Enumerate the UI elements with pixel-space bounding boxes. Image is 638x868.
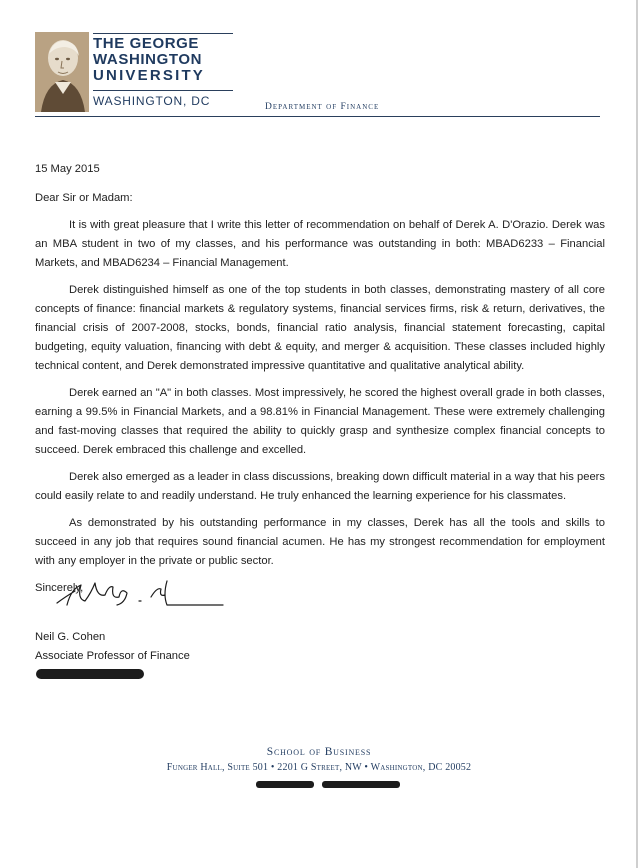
footer-address: Funger Hall, Suite 501 • 2201 G Street, NW • Washington, DC 20052 [166,762,472,773]
footer-school-name: School of Business [266,746,372,758]
letterhead-rule-bottom [35,116,600,117]
university-city: WASHINGTON, DC [93,94,211,108]
redaction-bar [36,669,144,679]
paragraph-4: Derek also emerged as a leader in class discussions, breaking down difficult material in a way that his peers could easily relate to and readily understand. He truly enhanced the learning experience for his classmates. [35,471,605,502]
letter-body [35,160,605,598]
letter-date: 15 May 2015 [35,163,100,175]
signature-icon [55,575,225,615]
letterhead-rule-mid [93,90,233,91]
university-wordmark [93,36,205,84]
paragraph-2: Derek distinguished himself as one of the top students in both classes, demonstrating mastery of all core concepts of finance: financial markets & regulatory systems, financial services firms, risk & return, derivatives, the financial crisis of 2007-2008, stocks, bonds, financial ratio analysis, financial statement forecasting, capital budgeting, equity valuation, financing with debt & equity, and merger & acquisition. These classes included highly technical content, and Derek demonstrated impressive quantitative and qualitative analytical ability. [35,284,605,372]
paragraph-3: Derek earned an "A" in both classes. Most impressively, he scored the highest overall grade in both classes, earning a 99.5% in Financial Markets, and a 98.81% in Financial Management. These were extremely challenging and fast-moving classes that required the ability to quickly grasp and synthesize complex financial concepts to succeed. Derek embraced this challenge and excelled. [35,387,605,456]
footer-redaction-bar-1 [256,781,314,788]
paragraph-1: It is with great pleasure that I write this letter of recommendation on behalf of Derek A. D'Orazio. Derek was an MBA student in two of my classes, and his performance was outstanding in both: MBAD6233 – Financial Markets, and MBAD6234 – Financial Management. [35,219,605,269]
wordmark-line-2: WASHINGTON [93,51,203,68]
washington-portrait-logo [35,32,89,112]
letterhead-rule-top [93,33,233,34]
handwritten-signature [55,575,225,615]
wordmark-line-3: UNIVERSITY [93,67,206,84]
signer-title: Associate Professor of Finance [35,650,190,662]
footer-redaction-bar-2 [322,781,400,788]
wordmark-line-1: THE GEORGE [93,35,200,52]
letterhead [35,30,600,120]
signer-name: Neil G. Cohen [35,631,106,643]
salutation: Dear Sir or Madam: [35,192,133,204]
paragraph-5: As demonstrated by his outstanding performance in my classes, Derek has all the tools and skills to succeed in any job that requires sound financial acumen. He has my strongest recommendation for employment with any employer in the private or public sector. [35,517,605,567]
department-name: Department of Finance [265,102,380,112]
portrait-icon [35,32,89,112]
closing: Sincerely, [35,582,84,594]
